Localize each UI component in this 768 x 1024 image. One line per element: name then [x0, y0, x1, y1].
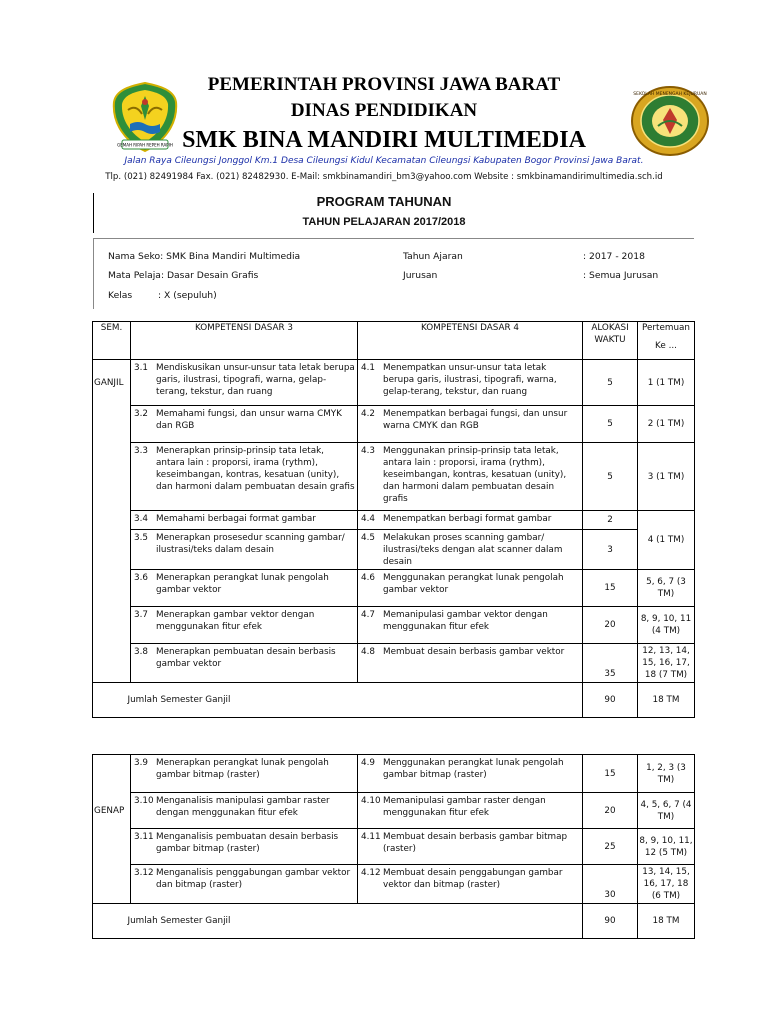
left-logo-motto: GEMAH RIPAH REPEH RAPIH: [117, 142, 173, 148]
subject-info: Mata Pelaja: Dasar Desain Grafis: [108, 270, 259, 281]
total-label: [127, 683, 583, 718]
kd4-number: 4.4: [361, 514, 375, 524]
total-row: [93, 683, 695, 718]
semester-spacer: [93, 570, 131, 607]
meeting-cell: 8, 9, 10, 11 (4 TM): [638, 607, 695, 644]
kd3-cell: [131, 570, 358, 607]
table-header-row: [93, 322, 695, 360]
kd3-cell: [131, 644, 358, 683]
total-meeting: 18 TM: [638, 683, 695, 718]
kd4-number: 4.12: [361, 868, 381, 878]
kd3-cell: [131, 443, 358, 511]
kd3-number: 3.6: [134, 573, 148, 583]
semester-spacer: [93, 530, 131, 570]
kd3-number: 3.4: [134, 514, 148, 524]
kd4-number: 4.6: [361, 573, 375, 583]
kd3-cell: [131, 829, 358, 865]
alloc-cell: 5: [583, 443, 638, 511]
table-row: [93, 644, 695, 683]
school-name-info: Nama Seko: SMK Bina Mandiri Multimedia: [108, 251, 301, 262]
kd4-text: Menggunakan perangkat lunak pengolah gambar bitmap (raster): [383, 758, 564, 780]
year-value: : 2017 - 2018: [583, 251, 645, 262]
table-row: [93, 865, 695, 904]
alloc-cell: 5: [583, 360, 638, 406]
header-kd3: KOMPETENSI DASAR 3: [131, 322, 358, 360]
header-alloc: [583, 322, 638, 360]
kd3-cell: [131, 406, 358, 443]
kd4-cell: [358, 607, 583, 644]
kd3-text: Menerapkan prosesedur scanning gambar/ ilustrasi/teks dalam desain: [156, 533, 345, 555]
ganjil-competency-table: [92, 321, 695, 718]
table-row: [93, 511, 695, 530]
header-alloc-line2: WAKTU: [594, 335, 626, 345]
kd3-text: Menganalisis pembuatan desain berbasis gambar bitmap (raster): [156, 832, 339, 854]
kd4-text: Membuat desain berbasis gambar vektor: [383, 647, 565, 657]
kd4-cell: [358, 865, 583, 904]
alloc-cell: 2: [583, 511, 638, 530]
kd4-number: 4.10: [361, 796, 381, 806]
meeting-cell: 1 (1 TM): [638, 360, 695, 406]
meeting-cell: 5, 6, 7 (3 TM): [638, 570, 695, 607]
kd4-cell: [358, 443, 583, 511]
kd3-number: 3.5: [134, 533, 148, 543]
meeting-cell: 13, 14, 15, 16, 17, 18 (6 TM): [638, 865, 695, 904]
alloc-cell: 15: [583, 570, 638, 607]
table-row: [93, 443, 695, 511]
kd4-number: 4.7: [361, 610, 375, 620]
kd3-cell: [131, 793, 358, 829]
kd3-text: Memahami fungsi, dan unsur warna CMYK dan RGB: [156, 409, 342, 431]
semester-spacer: [93, 865, 131, 904]
major-value: : Semua Jurusan: [583, 270, 659, 281]
kd3-text: Mendiskusikan unsur-unsur tata letak berupa garis, ilustrasi, tipografi, warna, gelap-terang, tekstur, dan ruang: [156, 363, 355, 397]
semester-label-ganjil: GANJIL: [93, 360, 131, 406]
header-meeting: [638, 322, 695, 360]
alloc-cell: 25: [583, 829, 638, 865]
meeting-cell: 8, 9, 10, 11, 12 (5 TM): [638, 829, 695, 865]
kd3-text: Menganalisis penggabungan gambar vektor dan bitmap (raster): [156, 868, 351, 890]
semester-spacer: [93, 644, 131, 683]
kd3-number: 3.8: [134, 647, 148, 657]
total-row: [93, 904, 695, 939]
kd3-cell: [131, 511, 358, 530]
total-label: [127, 904, 583, 939]
alloc-cell: 15: [583, 755, 638, 793]
major-label: Jurusan: [403, 270, 438, 281]
kd4-cell: [358, 755, 583, 793]
kd4-cell: [358, 406, 583, 443]
table-row: [93, 755, 695, 793]
table-row: [93, 406, 695, 443]
class-value: : X (sepuluh): [158, 290, 217, 301]
kd3-number: 3.2: [134, 409, 148, 419]
school-name-heading: SMK BINA MANDIRI MULTIMEDIA: [182, 127, 586, 153]
kd4-cell: [358, 644, 583, 683]
total-label-text: Jumlah Semester Ganjil: [127, 916, 231, 926]
kd4-text: Melakukan proses scanning gambar/ ilustrasi/teks dengan alat scanner dalam desain: [383, 533, 563, 567]
government-heading: PEMERINTAH PROVINSI JAWA BARAT: [207, 74, 561, 95]
kd4-text: Membuat desain penggabungan gambar vektor dan bitmap (raster): [383, 868, 563, 890]
kd4-cell: [358, 360, 583, 406]
kd4-number: 4.5: [361, 533, 375, 543]
kd3-text: Menerapkan perangkat lunak pengolah gambar bitmap (raster): [156, 758, 329, 780]
meeting-cell: 4, 5, 6, 7 (4 TM): [638, 793, 695, 829]
kd3-text: Menerapkan gambar vektor dengan menggunakan fitur efek: [156, 610, 315, 632]
semester-spacer: [93, 607, 131, 644]
table-row: [93, 793, 695, 829]
genap-competency-table: [92, 754, 695, 939]
kd3-number: 3.10: [134, 796, 154, 806]
kd4-text: Menempatkan unsur-unsur tata letak berupa garis, ilustrasi, tipografi, warna, gelap-terang, tekstur, dan ruang: [383, 363, 557, 397]
header-kd4: KOMPETENSI DASAR 4: [358, 322, 583, 360]
total-spacer: [93, 683, 131, 718]
kd3-number: 3.11: [134, 832, 154, 842]
kd4-text: Memanipulasi gambar raster dengan menggunakan fitur efek: [383, 796, 546, 818]
school-contact: Tlp. (021) 82491984 Fax. (021) 82482930. E-Mail: smkbinamandiri_bm3@yahoo.com Website : smkbinamandirimultimedia.sch.id: [105, 172, 663, 182]
kd3-cell: [131, 755, 358, 793]
year-label: Tahun Ajaran: [403, 251, 463, 262]
kd3-number: 3.7: [134, 610, 148, 620]
table-row: [93, 530, 695, 570]
meeting-cell: 12, 13, 14, 15, 16, 17, 18 (7 TM): [638, 644, 695, 683]
header-alloc-line1: ALOKASI: [591, 323, 629, 333]
kd3-cell: [131, 360, 358, 406]
kd4-number: 4.11: [361, 832, 381, 842]
semester-spacer: [93, 755, 131, 793]
semester-spacer: [93, 829, 131, 865]
kd3-text: Menerapkan perangkat lunak pengolah gambar vektor: [156, 573, 329, 595]
kd3-cell: [131, 607, 358, 644]
school-address: Jalan Raya Cileungsi Jonggol Km.1 Desa Cileungsi Kidul Kecamatan Cileungsi Kabupaten Bogor Provinsi Jawa Barat.: [124, 156, 644, 166]
kd4-text: Menempatkan berbagai fungsi, dan unsur warna CMYK dan RGB: [383, 409, 568, 431]
kd4-text: Membuat desain berbasis gambar bitmap (raster): [383, 832, 568, 854]
kd4-cell: [358, 829, 583, 865]
header-sem: SEM.: [93, 322, 131, 360]
kd4-number: 4.1: [361, 363, 375, 373]
total-meeting: 18 TM: [638, 904, 695, 939]
kd3-number: 3.12: [134, 868, 154, 878]
meeting-cell: 3 (1 TM): [638, 443, 695, 511]
kd4-text: Memanipulasi gambar vektor dengan menggunakan fitur efek: [383, 610, 548, 632]
department-heading: DINAS PENDIDIKAN: [290, 100, 478, 121]
kd3-cell: [131, 530, 358, 570]
table-row: [93, 607, 695, 644]
meeting-cell: 1, 2, 3 (3 TM): [638, 755, 695, 793]
kd4-number: 4.9: [361, 758, 375, 768]
kd3-number: 3.9: [134, 758, 148, 768]
kd4-text: Menempatkan berbagi format gambar: [383, 514, 552, 524]
semester-label-genap: GENAP: [93, 793, 131, 829]
alloc-cell: 20: [583, 607, 638, 644]
header-meet-line2: Ke ...: [655, 341, 677, 351]
program-year: TAHUN PELAJARAN 2017/2018: [302, 216, 466, 228]
kd3-number: 3.1: [134, 363, 148, 373]
kd3-text: Menganalisis manipulasi gambar raster dengan menggunakan fitur efek: [156, 796, 330, 818]
total-label-text: Jumlah Semester Ganjil: [127, 695, 231, 705]
kd3-text: Memahami berbagai format gambar: [156, 514, 316, 524]
kd4-number: 4.3: [361, 446, 375, 456]
alloc-cell: 35: [583, 644, 638, 683]
kd4-number: 4.2: [361, 409, 375, 419]
kd4-cell: [358, 793, 583, 829]
total-spacer: [93, 904, 131, 939]
program-title: PROGRAM TAHUNAN: [316, 194, 452, 209]
total-alloc: 90: [583, 683, 638, 718]
table-row: [93, 829, 695, 865]
alloc-cell: 3: [583, 530, 638, 570]
kd4-cell: [358, 530, 583, 570]
table-row: [93, 570, 695, 607]
alloc-cell: 5: [583, 406, 638, 443]
kd3-number: 3.3: [134, 446, 148, 456]
header-meet-line1: Pertemuan: [642, 323, 690, 333]
semester-spacer: [93, 406, 131, 443]
table-row: [93, 360, 695, 406]
total-alloc: 90: [583, 904, 638, 939]
meeting-cell: 2 (1 TM): [638, 406, 695, 443]
kd4-cell: [358, 570, 583, 607]
kd4-cell: [358, 511, 583, 530]
right-logo-text: SEKOLAH MENENGAH KEJURUAN: [633, 92, 707, 97]
class-label: Kelas: [108, 290, 133, 301]
kd3-text: Menerapkan prinsip-prinsip tata letak, antara lain : proporsi, irama (rythm), keseimbangan, kontras, kesatuan (unity), dan harmoni dalam pembuatan desain grafis: [156, 446, 355, 492]
semester-spacer: [93, 443, 131, 511]
alloc-cell: 30: [583, 865, 638, 904]
semester-spacer: [93, 511, 131, 530]
kd4-number: 4.8: [361, 647, 375, 657]
meeting-cell: 4 (1 TM): [638, 511, 695, 570]
alloc-cell: 20: [583, 793, 638, 829]
kd3-text: Menerapkan pembuatan desain berbasis gambar vektor: [156, 647, 336, 669]
kd4-text: Menggunakan prinsip-prinsip tata letak, antara lain : proporsi, irama (rythm), keseimbangan, kontras, kesatuan (unity), dan harmoni dalam pembuatan desain grafis: [383, 446, 567, 504]
kd3-cell: [131, 865, 358, 904]
kd4-text: Menggunakan perangkat lunak pengolah gambar vektor: [383, 573, 564, 595]
